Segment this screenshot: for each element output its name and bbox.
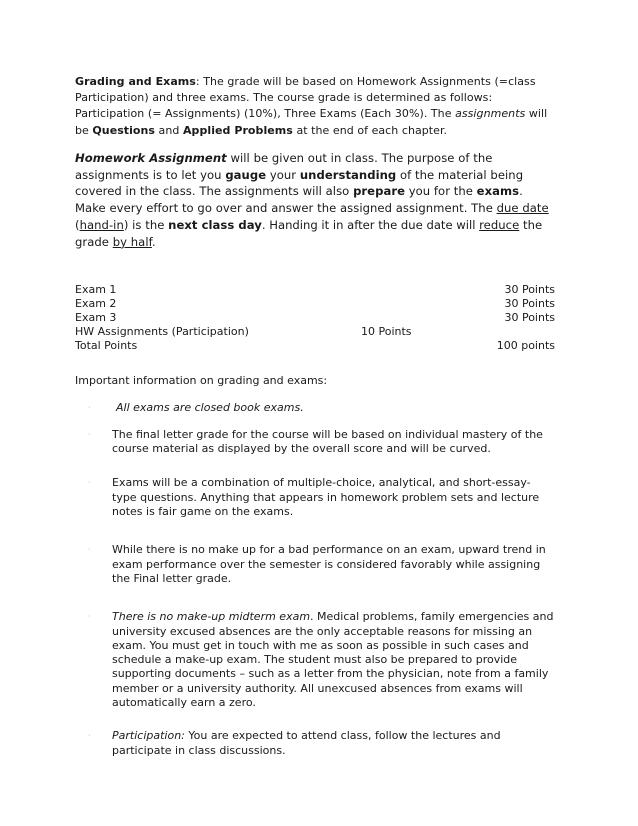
points-label: Exam 2 bbox=[75, 296, 117, 310]
grading-heading: Grading and Exams bbox=[75, 75, 196, 88]
points-label: Total Points bbox=[75, 338, 138, 352]
document-page bbox=[75, 74, 555, 758]
points-row-exam-3 bbox=[75, 311, 555, 325]
homework-heading: Homework Assignment bbox=[75, 150, 227, 165]
list-item: · All exams are closed book exams. bbox=[88, 400, 304, 414]
bullet-icon: · bbox=[88, 612, 91, 622]
points-value: 30 Points bbox=[504, 296, 555, 310]
grading-paragraph: Grading and Exams: The grade will be based on Homework Assignments (=class Participation) and three exams. The course grade is determined as follows: Participation (= Assignments) (10%), Three Exams (Each 30%). The assignments will be Questions and Applied Problems at the end of each chapter. bbox=[75, 75, 548, 137]
points-table bbox=[75, 283, 555, 353]
points-value: 30 Points bbox=[504, 282, 555, 296]
points-label: Exam 3 bbox=[75, 310, 117, 324]
points-label: Exam 1 bbox=[75, 282, 117, 296]
list-item: · While there is no make up for a bad performance on an exam, upward trend in exam performance over the semester is considered favorably while assigning the Final letter grade. bbox=[88, 543, 546, 585]
info-list bbox=[75, 401, 555, 758]
list-item: · Participation: You are expected to attend class, follow the lectures and participate in class discussions. bbox=[88, 729, 501, 757]
bullet-icon: · bbox=[88, 478, 91, 488]
list-item: · There is no make-up midterm exam. Medical problems, family emergencies and university excused absences are the only acceptable reasons for missing an exam. You must get in touch with me as soon as possible in such cases and schedule a make-up exam. The student must also be prepared to provide supporting documents – such as a letter from the physician, note from a family member or a university authority. All unexcused absences from exams will automatically earn a zero. bbox=[88, 610, 554, 710]
points-row-exam-1 bbox=[75, 283, 555, 297]
bullet-icon: · bbox=[88, 545, 91, 555]
homework-paragraph: Homework Assignment will be given out in class. The purpose of the assignments is to let you gauge your understanding of the material being covered in the class. The assignments will also prepare you for the exams. Make every effort to go over and answer the assigned assignment. The due date (hand-in) is the next class day. Handing it in after the due date will reduce the grade by half. bbox=[75, 150, 549, 249]
points-value: 10 Points bbox=[361, 324, 412, 338]
list-item: · The final letter grade for the course will be based on individual mastery of the course material as displayed by the overall score and will be curved. bbox=[88, 427, 543, 456]
points-value: 30 Points bbox=[504, 310, 555, 324]
bullet-icon: · bbox=[88, 402, 91, 412]
points-value: 100 points bbox=[496, 338, 555, 352]
points-row-total bbox=[75, 339, 555, 353]
points-label: HW Assignments (Participation) bbox=[75, 324, 249, 338]
points-row-exam-2 bbox=[75, 297, 555, 311]
bullet-icon: · bbox=[88, 429, 91, 439]
bullet-icon: · bbox=[88, 731, 91, 741]
info-heading: Important information on grading and exams: bbox=[75, 373, 328, 387]
points-row-hw bbox=[75, 325, 555, 339]
list-item: · Exams will be a combination of multiple-choice, analytical, and short-essay-type questions. Anything that appears in homework problem sets and lecture notes is fair game on the exams. bbox=[88, 476, 540, 519]
